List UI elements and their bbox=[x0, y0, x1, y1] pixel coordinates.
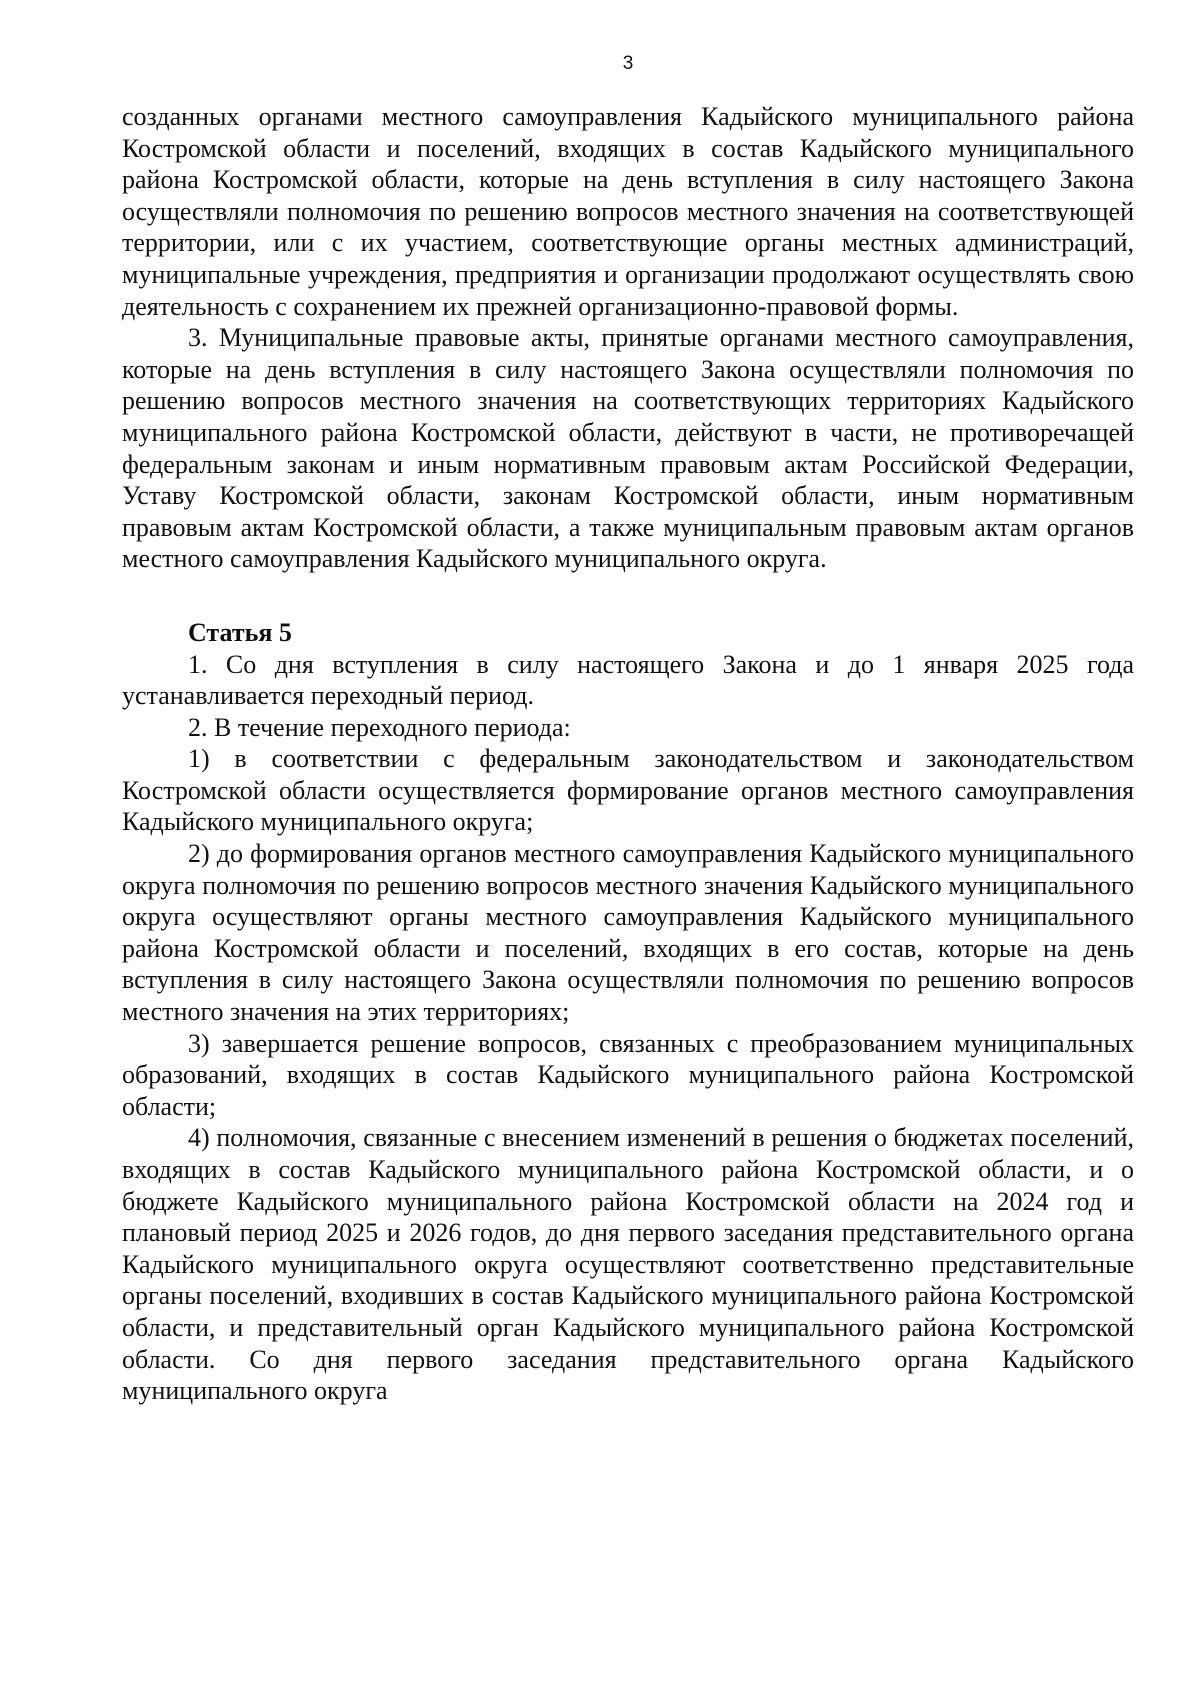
paragraph-item-3: 3. Муниципальные правовые акты, принятые органами местного самоуправления, которые на день вступления в силу настоящего Закона осуществляли полномочия по решению вопросов местного значения на соответствующих территориях Кадыйского муниципального района Костромской области, действуют в части, не противоречащей федеральным законам и иным нормативным правовым актам Российской Федерации, Уставу Костромской области, законам Костромской области, иным нормативным правовым актам Костромской области, а также муниципальным правовым актам органов местного самоуправления Кадыйского муниципального округа. bbox=[122, 323, 1134, 574]
article-heading: Статья 5 bbox=[188, 617, 292, 647]
article-paragraph-2: 2. В течение переходного периода: bbox=[188, 712, 571, 742]
article-paragraph-1: 1. Со дня вступления в силу настоящего Закона и до 1 января 2025 года устанавливается переходный период. bbox=[122, 649, 1134, 711]
article-subitem-4: 4) полномочия, связанные с внесением изменений в решения о бюджетах поселений, входящих в состав Кадыйского муниципального района Костромской области, и о бюджете Кадыйского муниципального района Костромской области на 2024 год и плановый период 2025 и 2026 годов, до дня первого заседания представительного органа Кадыйского муниципального округа осуществляют соответственно представительные органы поселений, входивших в состав Кадыйского муниципального района Костромской области, и представительный орган Кадыйского муниципального района Костромской области. Со дня первого заседания представительного органа Кадыйского муниципального округа bbox=[122, 1123, 1134, 1406]
article-subitem-2: 2) до формирования органов местного самоуправления Кадыйского муниципального округа полномочия по решению вопросов местного значения Кадыйского муниципального округа осуществляют органы местного самоуправления Кадыйского муниципального района Костромской области и поселений, входящих в его состав, которые на день вступления в силу настоящего Закона осуществляли полномочия по решению вопросов местного значения на этих территориях; bbox=[122, 839, 1134, 1027]
article-subitem-3: 3) завершается решение вопросов, связанных с преобразованием муниципальных образований, входящих в состав Кадыйского муниципального района Костромской области; bbox=[122, 1028, 1134, 1121]
article-subitem-1: 1) в соответствии с федеральным законодательством и законодательством Костромской области осуществляется формирование органов местного самоуправления Кадыйского муниципального округа; bbox=[122, 744, 1134, 837]
page-number: 3 bbox=[622, 53, 634, 74]
continuation-paragraph: созданных органами местного самоуправления Кадыйского муниципального района Костромской области и поселений, входящих в состав Кадыйского муниципального района Костромской области, которые на день вступления в силу настоящего Закона осуществляли полномочия по решению вопросов местного значения на соответствующей территории, или с их участием, соответствующие органы местных администраций, муниципальные учреждения, предприятия и организации продолжают осуществлять свою деятельность с сохранением их прежней организационно-правовой формы. bbox=[122, 102, 1134, 321]
